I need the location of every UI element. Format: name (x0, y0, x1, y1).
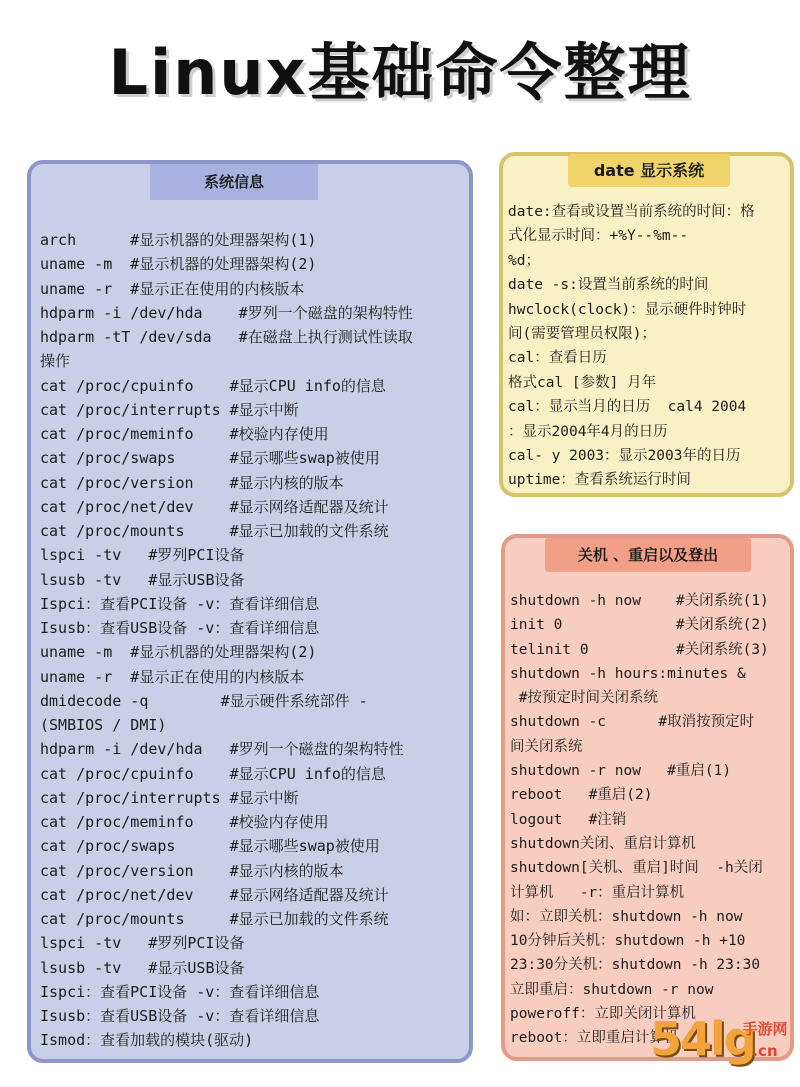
watermark-sub-text (734, 1018, 796, 1062)
sysinfo-line: cat /proc/interrupts #显示中断 (40, 788, 299, 807)
sysinfo-line: hdparm -i /dev/hda #罗列一个磁盘的架构特性 (40, 740, 404, 759)
date-line: 格式cal [参数] 月年 (508, 374, 657, 391)
site-watermark-logo (650, 1010, 798, 1080)
sysinfo-line: cat /proc/meminfo #校验内存使用 (40, 813, 329, 831)
sysinfo-heading: 系统信息 (150, 164, 318, 200)
sysinfo-line: Ispci：查看PCI设备 -v：查看详细信息 (40, 982, 320, 1001)
date-line: cal：显示当月的日历 cal4 2004 (508, 399, 747, 416)
date-line: date -s:设置当前系统的时间 (508, 277, 709, 294)
sysinfo-line: lspci -tv #罗列PCI设备 (40, 934, 245, 953)
sysinfo-line: cat /proc/meminfo #校验内存使用 (40, 425, 329, 443)
shutdown-line: reboot：立即重启计算机 (510, 1030, 679, 1047)
sysinfo-line: arch #显示机器的处理器架构(1) (40, 231, 317, 249)
shutdown-line: 间关闭系统 (510, 738, 583, 755)
sysinfo-line: cat /proc/version #显示内核的版本 (40, 861, 344, 880)
sysinfo-line: lsusb -tv #显示USB设备 (40, 958, 245, 977)
sysinfo-line: cat /proc/cpuinfo #显示CPU info的信息 (40, 764, 386, 783)
sysinfo-line: cat /proc/net/dev #显示网络适配器及统计 (40, 497, 389, 516)
sysinfo-line: (SMBIOS / DMI) (40, 716, 167, 734)
date-line: uptime：查看系统运行时间 (508, 472, 691, 489)
sysinfo-line: uname -m #显示机器的处理器架构(2) (40, 255, 317, 274)
shutdown-command-list (510, 589, 792, 1051)
shutdown-line: 23:30分关机：shutdown -h 23:30 (510, 957, 761, 974)
date-line: 式化显示时间：+%Y--%m-- (508, 228, 689, 245)
shutdown-line: logout #注销 (510, 811, 627, 828)
shutdown-line: shutdown[关机、重启]时间 -h关闭 (510, 860, 763, 877)
sysinfo-line: cat /proc/cpuinfo #显示CPU info的信息 (40, 376, 386, 395)
date-line: ：显示2004年4月的日历 (508, 423, 668, 440)
sysinfo-line: cat /proc/version #显示内核的版本 (40, 473, 344, 492)
sysinfo-line: hdparm -tT /dev/sda #在磁盘上执行测试性读取 (40, 328, 413, 346)
sysinfo-line: uname -m #显示机器的处理器架构(2) (40, 643, 317, 662)
shutdown-line: telinit 0 #关闭系统(3) (510, 641, 769, 658)
sysinfo-line: lsusb -tv #显示USB设备 (40, 570, 245, 589)
watermark-sub-line-1: 手游网 (742, 1020, 788, 1038)
shutdown-line: shutdown -r now #重启(1) (510, 763, 732, 780)
sysinfo-line: Ispci：查看PCI设备 -v：查看详细信息 (40, 594, 320, 613)
date-line: date:查看或设置当前系统的时间：格 (508, 204, 755, 220)
shutdown-line: poweroff：立即关闭计算机 (510, 1006, 696, 1023)
shutdown-line: shutdown -h now #关闭系统(1) (510, 593, 769, 609)
date-heading: date 显示系统 (568, 154, 730, 187)
shutdown-line: shutdown -h hours:minutes & (510, 665, 746, 682)
sysinfo-command-list (40, 228, 465, 1053)
sysinfo-line: hdparm -i /dev/hda #罗列一个磁盘的架构特性 (40, 303, 413, 322)
page-title: Linux基础命令整理 (108, 36, 692, 109)
shutdown-line: init 0 #关闭系统(2) (510, 617, 769, 634)
date-line: cal：查看日历 (508, 350, 607, 367)
sysinfo-line: cat /proc/swaps #显示哪些swap被使用 (40, 449, 380, 468)
date-line: hwclock(clock)：显示硬件时钟时 (508, 301, 747, 318)
sysinfo-line: cat /proc/net/dev #显示网络适配器及统计 (40, 885, 389, 904)
sysinfo-line: cat /proc/swaps #显示哪些swap被使用 (40, 837, 380, 856)
shutdown-line: 如：立即关机：shutdown -h now (510, 908, 743, 925)
shutdown-line: reboot #重启(2) (510, 787, 653, 804)
sysinfo-line: Ismod：查看加载的模块(驱动) (40, 1031, 254, 1050)
sysinfo-line: uname -r #显示正在使用的内核版本 (40, 279, 305, 298)
shutdown-line: shutdown -c #取消按预定时 (510, 714, 755, 731)
date-line: %d； (508, 252, 540, 269)
sysinfo-line: cat /proc/mounts #显示已加载的文件系统 (40, 910, 389, 928)
sysinfo-line: uname -r #显示正在使用的内核版本 (40, 667, 305, 686)
shutdown-line: #按预定时间关闭系统 (510, 690, 658, 707)
sysinfo-line: Isusb：查看USB设备 -v：查看详细信息 (40, 1007, 320, 1025)
shutdown-line: 计算机 -r：重启计算机 (510, 884, 685, 901)
date-line: 间(需要管理员权限)； (508, 325, 656, 342)
sysinfo-line: dmidecode -q #显示硬件系统部件 - (40, 691, 368, 710)
date-command-list (508, 200, 790, 493)
sysinfo-line: lspci -tv #罗列PCI设备 (40, 546, 245, 565)
date-line: cal- y 2003：显示2003年的日历 (508, 447, 741, 464)
watermark-main-text: 54lg (650, 1012, 755, 1066)
shutdown-heading: 关机 、重启以及登出 (545, 538, 751, 572)
sysinfo-line: cat /proc/interrupts #显示中断 (40, 400, 299, 419)
sysinfo-line: Isusb：查看USB设备 -v：查看详细信息 (40, 619, 320, 637)
shutdown-line: shutdown关闭、重启计算机 (510, 835, 696, 852)
watermark-sub-line-2: .cn (752, 1042, 778, 1060)
shutdown-line: 立即重启：shutdown -r now (510, 981, 714, 998)
shutdown-line: 10分钟后关机：shutdown -h +10 (510, 933, 746, 950)
sysinfo-line: 操作 (40, 352, 71, 371)
sysinfo-line: cat /proc/mounts #显示已加载的文件系统 (40, 522, 389, 540)
